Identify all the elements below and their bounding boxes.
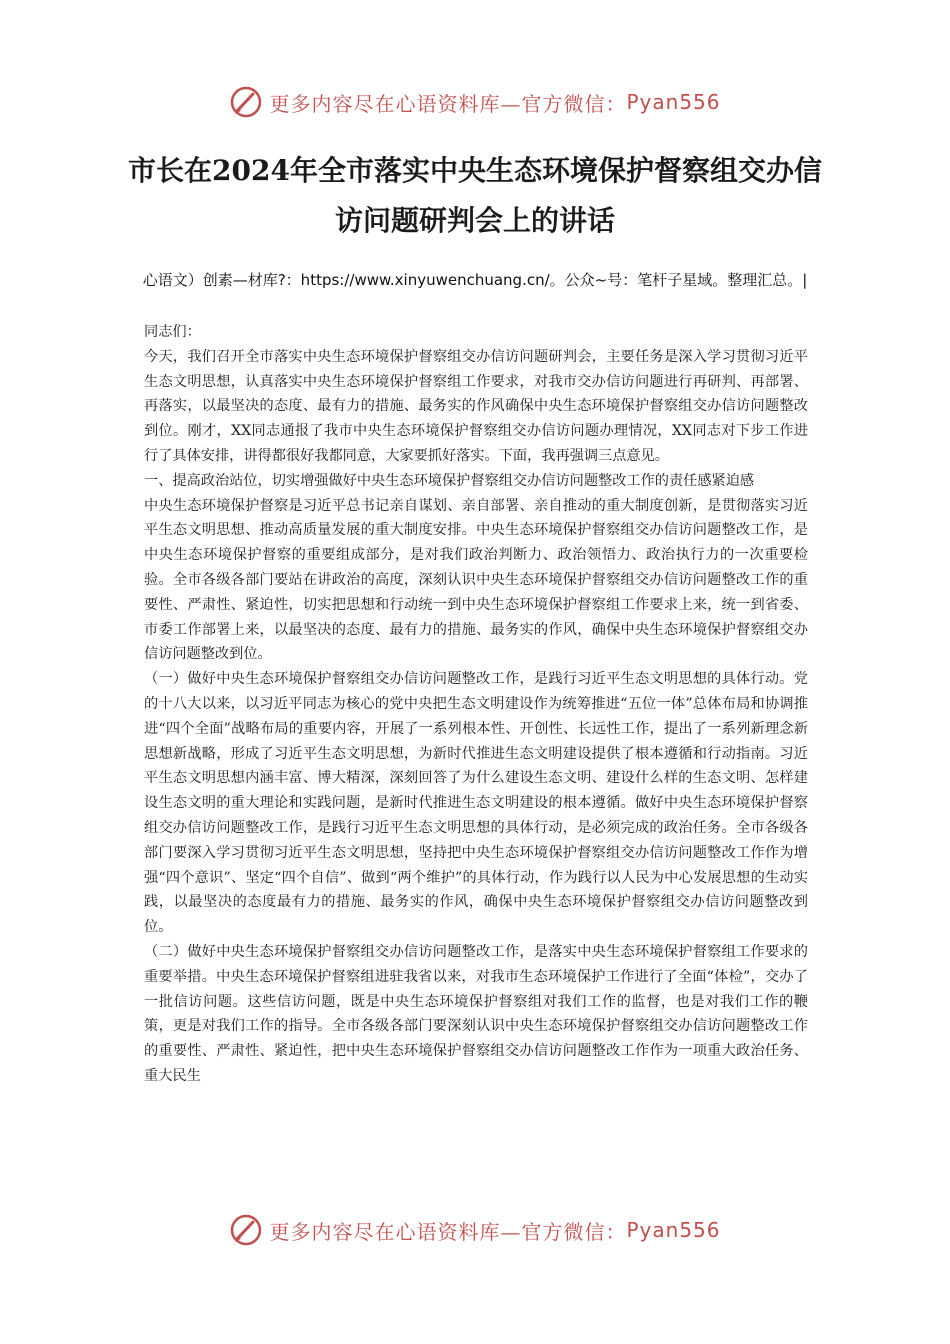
salutation: 同志们： [144,324,201,340]
paragraph: 中央生态环境保护督察是习近平总书记亲自谋划、亲自部署、亲自推动的重大制度创新，是贯彻落实习近平生态文明思想、推动高质量发展的重大制度安排。中央生态环境保护督察组交办信访问题整改工作，是中央生态环境保护督察的重要组成部分，是对我们政治判断力、政治领悟力、政治执行力的一次重要检验。全市各级各部门要站在讲政治的高度，深刻认识中央生态环境保护督察组交办信访问题整改工作的重要性、严肃性、紧迫性，切实把思想和行动统一到中央生态环境保护督察组工作要求上来，统一到省委、市委工作部署上来，以最坚决的态度、最有力的措施、最务实的作风，确保中央生态环境保护督察组交办信访问题整改到位。 [144,497,808,663]
paragraph: （二）做好中央生态环境保护督察组交办信访问题整改工作，是落实中央生态环境保护督察组工作要求的重要举措。中央生态环境保护督察组进驻我省以来，对我市生态环境保护工作进行了全面“体检”，交办了一批信访问题。这些信访问题，既是中央生态环境保护督察组对我们工作的监督，也是对我们工作的鞭策，更是对我们工作的指导。全市各级各部门要深刻认识中央生态环境保护督察组交办信访问题整改工作的重要性、严肃性、紧迫性，把中央生态环境保护督察组交办信访问题整改工作作为一项重大政治任务、重大民生 [144,943,808,1084]
document-body [144,320,808,1089]
banner-wechat-id: Pyan556 [626,90,721,114]
banner-text: 更多内容尽在心语资料库—官方微信： [269,91,627,116]
banner-text: 更多内容尽在心语资料库—官方微信： [269,1219,627,1244]
paragraph: 今天，我们召开全市落实中央生态环境保护督察组交办信访问题研判会，主要任务是深入学习贯彻习近平生态文明思想，认真落实中央生态环境保护督察组工作要求，对我市交办信访问题进行再研判、再部署、再落实，以最坚决的态度、最有力的措施、最务实的作风确保中央生态环境保护督察组交办信访问题整改到位。刚才，XX同志通报了我市中央生态环境保护督察组交办信访问题办理情况，XX同志对下步工作进行了具体安排，讲得都很好我都同意，大家要抓好落实。下面，我再强调三点意见。 [144,348,808,464]
section-heading: 一、提高政治站位，切实增强做好中央生态环境保护督察组交办信访问题整改工作的责任感紧迫感 [144,472,755,489]
footer-watermark-banner [0,1208,950,1252]
paragraph: （一）做好中央生态环境保护督察组交办信访问题整改工作，是践行习近平生态文明思想的具体行动。党的十八大以来，以习近平同志为核心的党中央把生态文明建设作为统筹推进“五位一体”总体布局和协调推进“四个全面”战略布局的重要内容，开展了一系列根本性、开创性、长远性工作，提出了一系列新理念新思想新战略，形成了习近平生态文明思想，为新时代推进生态文明建设提供了根本遵循和行动指南。习近平生态文明思想内涵丰富、博大精深，深刻回答了为什么建设生态文明、建设什么样的生态文明、怎样建设生态文明的重大理论和实践问题，是新时代推进生态文明建设的根本遵循。做好中央生态环境保护督察组交办信访问题整改工作，是践行习近平生态文明思想的具体行动，是必须完成的政治任务。全市各级各部门要深入学习贯彻习近平生态文明思想，坚持把中央生态环境保护督察组交办信访问题整改工作作为增强“四个意识”、坚定“四个自信”、做到“两个维护”的具体行动，作为践行以人民为中心发展思想的生动实践，以最坚决的态度最有力的措施、最务实的作风，确保中央生态环境保护督察组交办信访问题整改到位。 [144,671,808,936]
document-title: 市长在2024年全市落实中央生态环境保护督察组交办信访问题研判会上的讲话 [128,154,822,237]
source-line: 心语文）创素—材库?：https://www.xinyuwenchuang.cn/。公众~号：笔杆子星域。整理汇总。| [142,271,808,289]
banner-wechat-id: Pyan556 [626,1218,721,1242]
brush-logo-icon [229,1213,263,1247]
header-watermark-banner [0,80,950,124]
brush-logo-icon [229,85,263,119]
